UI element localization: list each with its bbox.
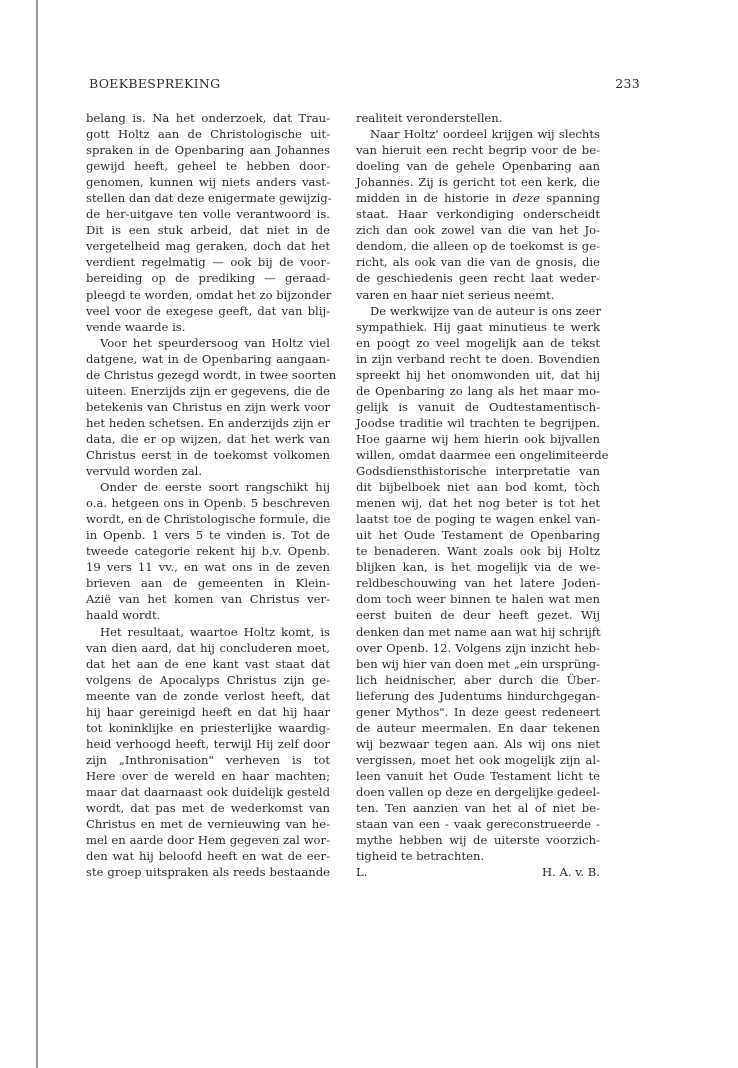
text-line: van hieruit een recht begrip voor de be- [356, 143, 600, 158]
text-line: doeling van de gehele Openbaring aan [356, 159, 600, 174]
text-line: belang is. Na het onderzoek, dat Trau- [86, 111, 330, 125]
text-line: reldbeschouwing van het latere Joden- [356, 576, 600, 591]
text-line: Azië van het komen van Christus ver- [86, 592, 330, 607]
emphasis: deze [512, 191, 540, 206]
text-line: Here over de wereld en haar machten; [86, 768, 330, 783]
text-line: staan van een - vaak gereconstrueerde - [356, 817, 600, 832]
text-line: over Openb. 12. Volgens zijn inzicht heb- [356, 640, 600, 655]
text-line: van dien aard, dat hij concluderen moet, [86, 640, 330, 655]
text-line: het heden schetsen. En anderzijds zijn er [86, 415, 330, 430]
text-line: vervuld worden zal. [86, 464, 203, 479]
text-line: te benaderen. Want zoals ook bij Holtz [356, 544, 600, 559]
text-line: wij bezwaar tegen aan. Als wij ons niet [356, 736, 600, 751]
text-line: spraken in de Openbaring aan Johannes [86, 143, 330, 158]
text-line: lich heidnischer, aber durch die Über- [356, 672, 600, 687]
text-line: vergetelheid mag geraken, doch dat het [86, 239, 330, 254]
text-line: Christus eerst in de toekomst volkomen [86, 447, 330, 462]
text-line: datgene, wat in de Openbaring aangaan- [86, 351, 330, 366]
text-line: lieferung des Judentums hindurchgegan- [356, 688, 600, 703]
text-line: zich dan ook zowel van die van het Jo- [356, 223, 600, 238]
text-line: midden in de historie in deze spanning [356, 191, 601, 206]
text-line: de Christus gezegd wordt, in twee soorten [86, 367, 337, 382]
text-line: sympathiek. Hij gaat minutieus te werk [356, 319, 600, 334]
right-column [356, 110, 609, 880]
text-line: vergissen, moet het ook mogelijk zijn al- [356, 752, 600, 767]
text-line: laatst toe de poging te wagen enkel van- [356, 512, 600, 527]
text-line: tweede categorie rekent hij b.v. Openb. [86, 544, 330, 559]
text-line: Godsdiensthistorische interpretatie van [356, 464, 600, 479]
text-line: mel en aarde door Hem gegeven zal wor- [86, 833, 330, 848]
text-line: gelijk is vanuit de Oudtestamentisch- [356, 399, 600, 414]
text-line: gott Holtz aan de Christologische uit- [86, 127, 330, 142]
text-line: tot koninklijke en priesterlijke waardig- [86, 720, 330, 735]
text-line: dom toch weer binnen te halen wat men [356, 592, 600, 607]
text-line: betekenis van Christus en zijn werk voor [86, 399, 330, 414]
text-line: genomen, kunnen wij niets anders vast- [86, 175, 330, 190]
text-line: ben wij hier van doen met „ein ursprüng- [356, 656, 600, 671]
text-line: 19 vers 11 vv., en wat ons in de zeven [86, 560, 330, 575]
page-number: 233 [615, 76, 640, 91]
text-line: Hoe gaarne wij hem hierin ook bijvallen [356, 431, 600, 446]
text-line: doen vallen op deze en dergelijke gedeel- [356, 784, 601, 799]
text-line: Johannes. Zij is gericht tot een kerk, die [356, 175, 600, 190]
text-line: tigheid te betrachten. [356, 849, 485, 864]
book-page [86, 76, 640, 880]
text-line: Dit is een stuk arbeid, dat niet in de [86, 223, 330, 238]
text-line: stellen dan dat deze enigermate gewijzig- [86, 191, 332, 206]
text-line: heid verhoogd heeft, terwijl Hij zelf door [86, 736, 330, 751]
text-line: spreekt hij het onomwonden uit, dat hij [356, 367, 600, 382]
text-line: in zijn verband recht te doen. Bovendien [356, 351, 600, 366]
signoff-left: L. [356, 865, 368, 880]
text-line: ste groep uitspraken als reeds bestaande [86, 865, 330, 880]
text-line: de Openbaring zo lang als het maar mo- [356, 383, 600, 398]
text-line: menen wij, dat het nog beter is tot het [356, 496, 600, 511]
text-line: willen, omdat daarmee een ongelimiteerde [356, 447, 609, 462]
text-line: Onder de eerste soort rangschikt hij [100, 480, 330, 495]
text-line: Naar Holtz' oordeel krijgen wij slechts [370, 127, 600, 142]
text-line: richt, als ook van die van de gnosis, die [356, 255, 600, 270]
right-column-body [356, 110, 609, 864]
text-line: gewijd heeft, geheel te hebben door- [86, 159, 330, 174]
text-line: eerst buiten de deur heeft gezet. Wij [356, 608, 600, 623]
text-line: blijken kan, is het mogelijk via de we- [356, 560, 600, 575]
text-line: denken dan met name aan wat hij schrijft [356, 624, 601, 639]
page-header [86, 76, 640, 98]
signoff-author: H. A. v. B. [542, 865, 600, 880]
text-line: gener Mythos". In deze geest redeneert [356, 704, 600, 719]
text-line: pleegd te worden, omdat het zo bijzonder [86, 287, 332, 302]
text-line: brieven aan de gemeenten in Klein- [86, 576, 330, 591]
running-head: BOEKBESPREKING [89, 76, 221, 91]
text-line: veel voor de exegese geeft, dat van blij- [86, 303, 330, 318]
signoff [356, 864, 600, 880]
text-line: den wat hij beloofd heeft en wat de eer- [86, 849, 330, 864]
text-line: haald wordt. [86, 608, 161, 623]
text-line: maar dat daarnaast ook duidelijk gesteld [86, 784, 330, 799]
text-line: de her-uitgave ten volle verantwoord is. [86, 207, 330, 222]
text-line: wordt, dat pas met de wederkomst van [86, 801, 330, 816]
left-column [86, 110, 337, 880]
text-line: mythe hebben wij de uiterste voorzich- [356, 833, 600, 848]
text-line: Christus en met de vernieuwing van he- [86, 817, 330, 832]
text-line: in Openb. 1 vers 5 te vinden is. Tot de [86, 528, 330, 543]
text-line: de auteur meermalen. En daar tekenen [356, 720, 600, 735]
text-line: varen en haar niet serieus neemt. [356, 287, 555, 302]
text-line: uiteen. Enerzijds zijn er gegevens, die de [86, 383, 330, 398]
text-line: ten. Ten aanzien van het al of niet be- [356, 801, 600, 816]
text-line: meente van de zonde verlost heeft, dat [86, 688, 330, 703]
text-line: vende waarde is. [86, 319, 186, 334]
text-line: realiteit veronderstellen. [356, 111, 503, 125]
text-line: De werkwijze van de auteur is ons zeer [370, 303, 602, 318]
text-line: bereiding op de prediking — geraad- [86, 271, 330, 286]
text-line: leen vanuit het Oude Testament licht te [356, 768, 600, 783]
text-line: Joodse traditie wil trachten te begrijpen. [356, 415, 600, 430]
text-line: en poogt zo veel mogelijk aan de tekst [356, 335, 600, 350]
text-line: o.a. hetgeen ons in Openb. 5 beschreven [86, 496, 330, 511]
text-line: dat het aan de ene kant vast staat dat [86, 656, 330, 671]
text-line: hij haar gereinigd heeft en dat hij haar [86, 704, 330, 719]
text-line: Het resultaat, waartoe Holtz komt, is [100, 624, 330, 639]
text-line: Voor het speurdersoog van Holtz viel [100, 335, 330, 350]
text-line: uit het Oude Testament de Openbaring [356, 528, 600, 543]
text-line: verdient regelmatig — ook bij de voor- [86, 255, 330, 270]
text-line: dit bijbelboek niet aan bod komt, tòch [356, 480, 600, 495]
binding-edge-line [36, 0, 38, 1068]
text-line: data, die er op wijzen, dat het werk van [86, 431, 330, 446]
text-line: dendom, die alleen op de toekomst is ge- [356, 239, 600, 254]
text-line: zijn „Inthronisation" verheven is tot [86, 752, 330, 767]
text-line: de geschiedenis geen recht laat weder- [356, 271, 600, 286]
text-line: wordt, en de Christologische formule, die [86, 512, 331, 527]
text-line: volgens de Apocalyps Christus zijn ge- [86, 672, 330, 687]
text-line: staat. Haar verkondiging onderscheidt [356, 207, 600, 222]
